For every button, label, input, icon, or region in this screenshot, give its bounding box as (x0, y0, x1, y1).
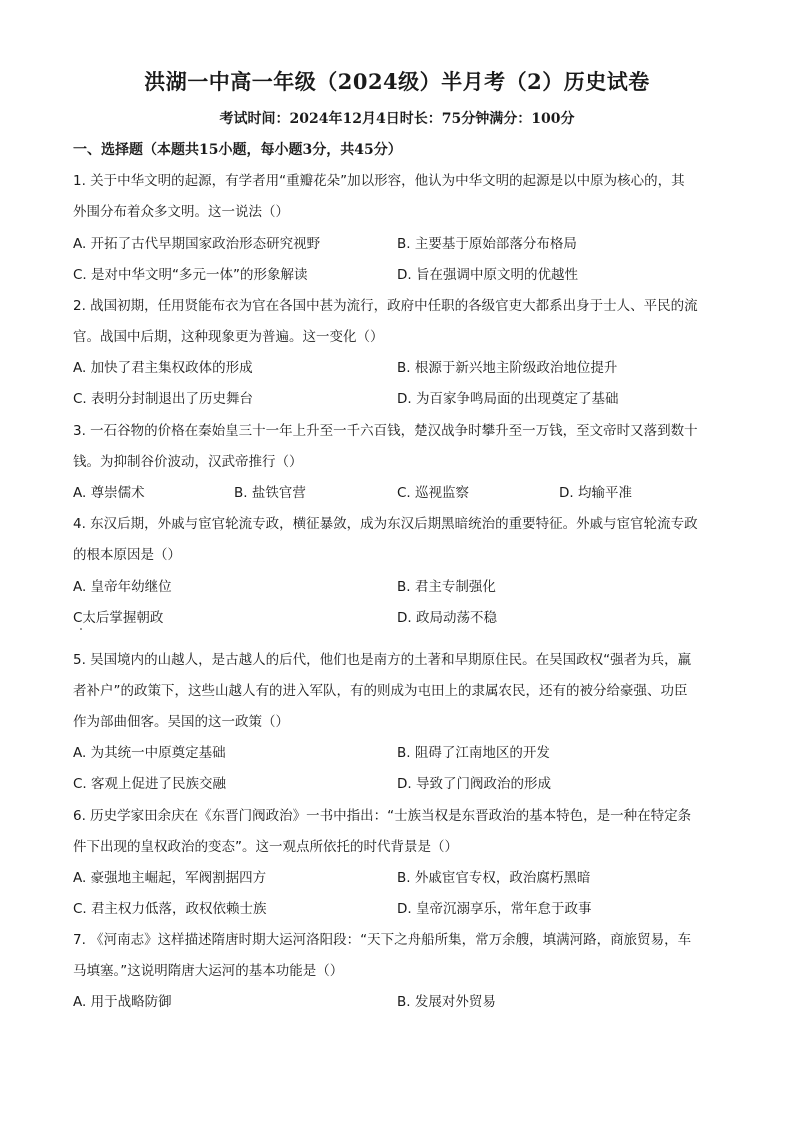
scan-dot (80, 628, 82, 630)
question-5-stem-line-1: 5. 吴国境内的山越人，是古越人的后代，他们也是南方的土著和早期原住民。在吴国政权“强者为兵，羸 (73, 652, 692, 668)
question-6-option-d: D. 皇帝沉溺享乐，常年怠于政事 (397, 901, 592, 917)
question-3-option-d: D. 均输平准 (559, 485, 632, 501)
question-5-option-b: B. 阻碍了江南地区的开发 (397, 745, 550, 761)
question-5-option-a: A. 为其统一中原奠定基础 (73, 745, 226, 761)
question-1-option-d: D. 旨在强调中原文明的优越性 (397, 267, 578, 283)
question-2-option-c: C. 表明分封制退出了历史舞台 (73, 391, 254, 407)
question-5-stem-line-3: 作为部曲佃客。吴国的这一政策（） (73, 714, 289, 730)
section-heading: 一、选择题（本题共15小题，每小题3分，共45分） (73, 142, 402, 158)
exam-title: 洪湖一中高一年级（2024级）半月考（2）历史试卷 (144, 69, 650, 94)
question-7-option-b: B. 发展对外贸易 (397, 994, 496, 1010)
question-6-option-a: A. 豪强地主崛起，军阀割据四方 (73, 870, 267, 886)
question-1-option-b: B. 主要基于原始部落分布格局 (397, 236, 577, 252)
question-5-option-c: C. 客观上促进了民族交融 (73, 776, 227, 792)
question-1-option-a: A. 开拓了古代早期国家政治形态研究视野 (73, 236, 321, 252)
question-2-option-d: D. 为百家争鸣局面的出现奠定了基础 (397, 391, 619, 407)
question-7-stem-line-2: 马填塞。”这说明隋唐大运河的基本功能是（） (73, 963, 344, 979)
question-6-stem-line-2: 件下出现的皇权政治的变态”。这一观点所依托的时代背景是（） (73, 839, 458, 855)
question-3-option-b: B. 盐铁官营 (234, 485, 306, 501)
question-4-option-c: C太后掌握朝政 (73, 610, 164, 626)
question-2-stem-line-2: 官。战国中后期，这种现象更为普遍。这一变化（） (73, 329, 384, 345)
question-6-option-c: C. 君主权力低落，政权依赖士族 (73, 901, 267, 917)
question-1-option-c: C. 是对中华文明“多元一体”的形象解读 (73, 267, 308, 283)
question-7-stem-line-1: 7. 《河南志》这样描述隋唐时期大运河洛阳段：“天下之舟船所集，常万余艘，填满河路，商旅贸易，车 (73, 932, 692, 948)
question-2-option-b: B. 根源于新兴地主阶级政治地位提升 (397, 360, 618, 376)
question-3-option-a: A. 尊崇儒术 (73, 485, 145, 501)
question-1-stem-line-1: 1. 关于中华文明的起源，有学者用“重瓣花朵”加以形容，他认为中华文明的起源是以中原为核心的，其 (73, 173, 685, 189)
question-7-option-a: A. 用于战略防御 (73, 994, 172, 1010)
question-4-option-d: D. 政局动荡不稳 (397, 610, 497, 626)
question-5-option-d: D. 导致了门阀政治的形成 (397, 776, 551, 792)
question-1-stem-line-2: 外围分布着众多文明。这一说法（） (73, 204, 289, 220)
question-5-stem-line-2: 者补户”的政策下，这些山越人有的进入军队，有的则成为屯田上的隶属农民，还有的被分给豪强、功臣 (73, 683, 688, 699)
question-2-option-a: A. 加快了君主集权政体的形成 (73, 360, 253, 376)
question-4-option-b: B. 君主专制强化 (397, 579, 496, 595)
question-6-stem-line-1: 6. 历史学家田余庆在《东晋门阀政治》一书中指出：“士族当权是东晋政治的基本特色，是一种在特定条 (73, 808, 692, 824)
question-2-stem-line-1: 2. 战国初期，任用贤能布衣为官在各国中甚为流行，政府中任职的各级官吏大都系出身于士人、平民的流 (73, 298, 698, 314)
question-4-stem-line-1: 4. 东汉后期，外戚与宦官轮流专政，横征暴敛，成为东汉后期黑暗统治的重要特征。外戚与宦官轮流专政 (73, 516, 698, 532)
question-4-option-a: A. 皇帝年幼继位 (73, 579, 172, 595)
question-3-stem-line-2: 钱。为抑制谷价波动，汉武帝推行（） (73, 454, 303, 470)
question-3-option-c: C. 巡视监察 (397, 485, 470, 501)
question-3-stem-line-1: 3. 一石谷物的价格在秦始皇三十一年上升至一千六百钱，楚汉战争时攀升至一万钱，至文帝时又落到数十 (73, 423, 698, 439)
question-6-option-b: B. 外戚宦官专权，政治腐朽黑暗 (397, 870, 591, 886)
exam-info: 考试时间：2024年12月4日时长：75分钟满分：100分 (219, 111, 575, 127)
question-4-stem-line-2: 的根本原因是（） (73, 547, 181, 563)
